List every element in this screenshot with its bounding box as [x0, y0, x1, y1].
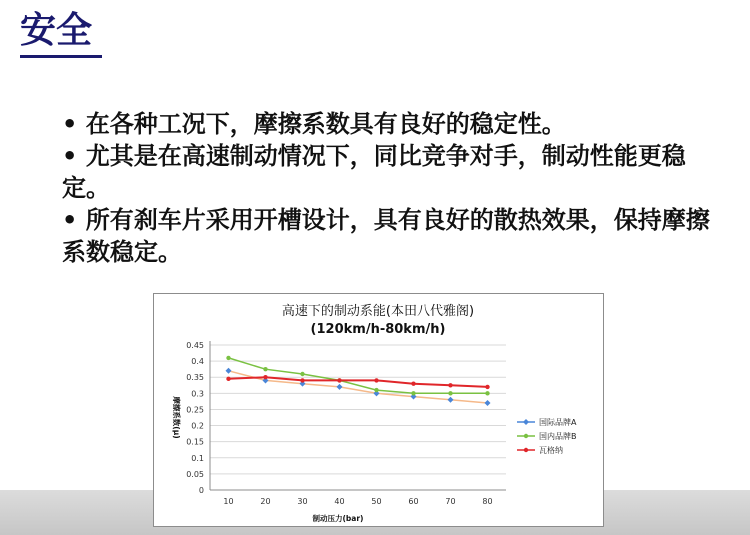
data-point [485, 385, 489, 389]
data-point [337, 384, 343, 390]
x-tick-label: 40 [334, 497, 345, 506]
legend-label-3: 瓦格纳 [539, 446, 563, 455]
data-point [448, 391, 452, 395]
data-point [226, 377, 230, 381]
legend-marker [524, 434, 528, 438]
x-tick-label: 70 [445, 497, 456, 506]
bullet-1: • 在各种工况下，摩擦系数具有良好的稳定性。 [62, 110, 566, 138]
legend-label-2: 国内品牌B [539, 432, 577, 441]
data-point [226, 368, 232, 374]
y-tick-label: 0.35 [186, 373, 204, 383]
y-tick-label: 0.25 [186, 405, 204, 415]
x-tick-label: 30 [297, 497, 308, 506]
legend-label-1: 国际品牌A [539, 418, 577, 427]
legend-marker [523, 419, 529, 425]
data-point [411, 391, 415, 395]
data-point [263, 367, 267, 371]
x-tick-label: 10 [223, 497, 234, 506]
data-point [337, 378, 341, 382]
chart-title-line2: (120km/h-80km/h) [310, 322, 446, 337]
data-point [374, 378, 378, 382]
data-point [485, 400, 491, 406]
data-point [411, 381, 415, 385]
x-tick-label: 80 [482, 497, 493, 506]
slide-title: 安全 [20, 10, 93, 51]
y-axis-label: 摩擦系数(μ) [172, 396, 181, 439]
x-tick-label: 20 [260, 497, 271, 506]
y-tick-label: 0 [198, 486, 204, 495]
series-line-2 [229, 358, 488, 393]
y-tick-label: 0.4 [191, 357, 204, 367]
y-tick-label: 0.1 [191, 453, 204, 463]
y-tick-label: 0.3 [191, 389, 204, 399]
data-point [448, 383, 452, 387]
bullet-2: • 尤其是在高速制动情况下，同比竞争对手，制动性能更稳定。 [62, 142, 686, 202]
y-tick-label: 0.45 [186, 341, 204, 350]
data-point [374, 388, 378, 392]
data-point [300, 378, 304, 382]
x-tick-label: 50 [371, 497, 382, 506]
legend-marker [524, 448, 528, 452]
data-point [226, 356, 230, 360]
series-line-1 [229, 371, 488, 403]
y-tick-label: 0.15 [186, 437, 204, 447]
data-point [300, 372, 304, 376]
data-point [485, 391, 489, 395]
y-tick-label: 0.05 [186, 469, 204, 479]
chart-frame [153, 293, 604, 527]
data-point [263, 375, 267, 379]
x-axis-label: 制动压力(bar) [312, 514, 364, 523]
chart-title-line1: 高速下的制动系能(本田八代雅阁) [281, 304, 475, 319]
friction-chart [154, 294, 603, 526]
bullet-3: • 所有刹车片采用开槽设计，具有良好的散热效果，保持摩擦系数稳定。 [62, 206, 710, 266]
y-tick-label: 0.2 [191, 421, 204, 431]
title-underline [20, 55, 102, 58]
bullet-list [62, 108, 722, 268]
data-point [448, 397, 454, 403]
x-tick-label: 60 [408, 497, 419, 506]
